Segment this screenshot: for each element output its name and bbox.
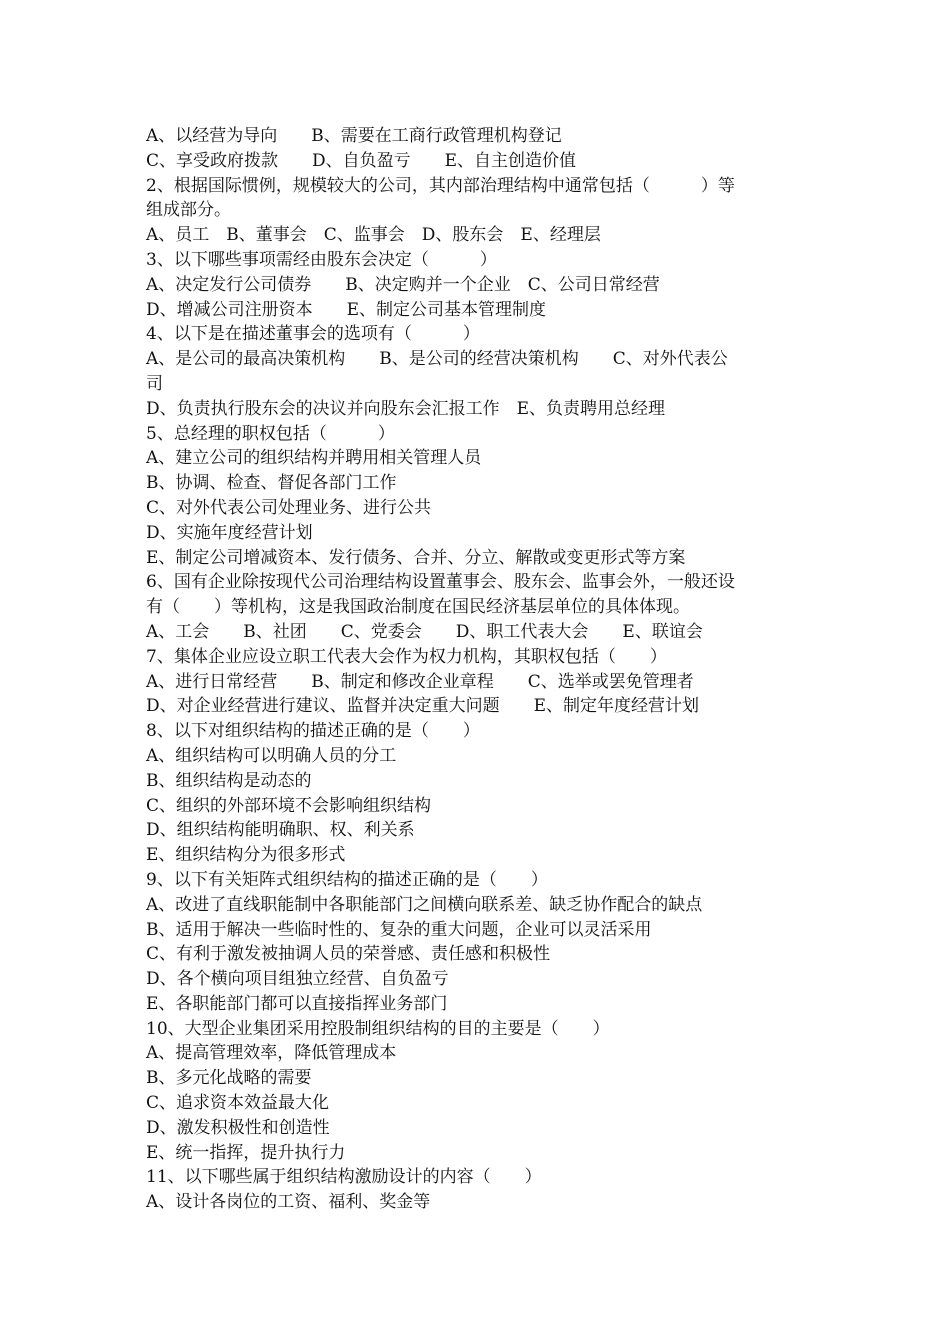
text-line: D、负责执行股东会的决议并向股东会汇报工作 E、负责聘用总经理	[146, 398, 666, 419]
document-page	[146, 124, 810, 1215]
text-line: B、组织结构是动态的	[146, 770, 312, 791]
text-line: D、组织结构能明确职、权、利关系	[146, 820, 415, 841]
text-line: B、多元化战略的需要	[146, 1068, 312, 1089]
text-line: B、协调、检查、督促各部门工作	[146, 473, 397, 494]
text-line: D、对企业经营进行建议、监督并决定重大问题 E、制定年度经营计划	[146, 696, 700, 717]
question-text: 组成部分。	[146, 200, 231, 221]
text-line: C、有利于激发被抽调人员的荣誉感、责任感和积极性	[146, 944, 551, 965]
text-line: C、追求资本效益最大化	[146, 1093, 330, 1114]
text-line: A、是公司的最高决策机构 B、是公司的经营决策机构 C、对外代表公	[146, 349, 728, 370]
text-line: A、组织结构可以明确人员的分工	[146, 745, 397, 766]
text-line: A、提高管理效率，降低管理成本	[146, 1043, 397, 1064]
question-text: 3、以下哪些事项需经由股东会决定（ ）	[146, 249, 497, 270]
question-text: 5、总经理的职权包括（ ）	[146, 423, 395, 444]
question-text: 有（ ）等机构，这是我国政治制度在国民经济基层单位的具体体现。	[146, 597, 690, 618]
text-line: E、统一指挥，提升执行力	[146, 1142, 346, 1163]
text-line: B、适用于解决一些临时性的、复杂的重大问题，企业可以灵活采用	[146, 919, 652, 940]
text-line: A、进行日常经营 B、制定和修改企业章程 C、选举或罢免管理者	[146, 671, 694, 692]
text-line: A、员工 B、董事会 C、监事会 D、股东会 E、经理层	[146, 225, 601, 246]
text-line: A、建立公司的组织结构并聘用相关管理人员	[146, 448, 482, 469]
text-line: C、享受政府拨款 D、自负盈亏 E、自主创造价值	[146, 150, 577, 171]
text-line: E、各职能部门都可以直接指挥业务部门	[146, 993, 448, 1014]
text-line: A、设计各岗位的工资、福利、奖金等	[146, 1192, 431, 1213]
question-text: 8、以下对组织结构的描述正确的是（ ）	[146, 721, 480, 742]
question-text: 6、国有企业除按现代公司治理结构设置董事会、股东会、监事会外，一般还设	[146, 572, 735, 593]
text-line: C、对外代表公司处理业务、进行公共	[146, 497, 432, 518]
text-line: D、增减公司注册资本 E、制定公司基本管理制度	[146, 299, 547, 320]
question-text: 7、集体企业应设立职工代表大会作为权力机构，其职权包括（ ）	[146, 646, 667, 667]
text-line: 司	[146, 373, 163, 394]
text-line: E、组织结构分为很多形式	[146, 845, 346, 866]
question-text: 10、大型企业集团采用控股制组织结构的目的主要是（ ）	[146, 1018, 610, 1039]
text-line: A、改进了直线职能制中各职能部门之间横向联系差、缺乏协作配合的缺点	[146, 894, 703, 915]
text-line: E、制定公司增减资本、发行债务、合并、分立、解散或变更形式等方案	[146, 547, 686, 568]
text-line: A、工会 B、社团 C、党委会 D、职工代表大会 E、联谊会	[146, 621, 703, 642]
question-text: 4、以下是在描述董事会的选项有（ ）	[146, 324, 480, 345]
question-text: 2、根据国际惯例，规模较大的公司，其内部治理结构中通常包括（ ）等	[146, 175, 735, 196]
text-line: D、各个横向项目组独立经营、自负盈亏	[146, 969, 449, 990]
text-line: A、决定发行公司债券 B、决定购并一个企业 C、公司日常经营	[146, 274, 660, 295]
text-line: D、实施年度经营计划	[146, 522, 313, 543]
text-line: D、激发积极性和创造性	[146, 1117, 330, 1138]
text-line: C、组织的外部环境不会影响组织结构	[146, 795, 432, 816]
question-text: 11、以下哪些属于组织结构激励设计的内容（ ）	[146, 1167, 542, 1188]
question-text: 9、以下有关矩阵式组织结构的描述正确的是（ ）	[146, 869, 548, 890]
text-line: A、以经营为导向 B、需要在工商行政管理机构登记	[146, 126, 562, 146]
